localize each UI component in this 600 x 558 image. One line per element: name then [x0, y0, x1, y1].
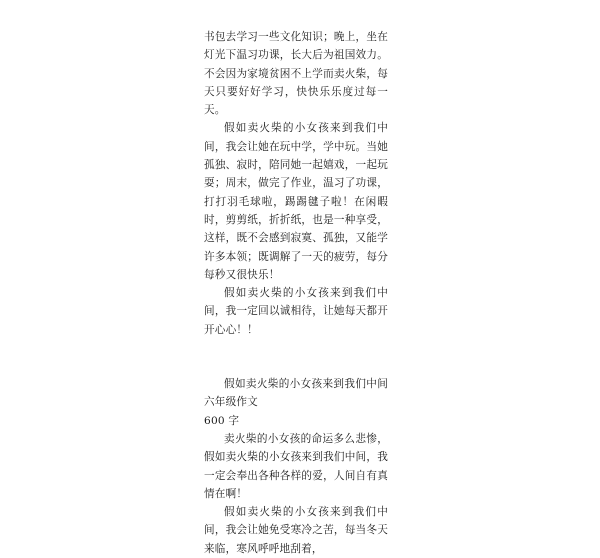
section-gap: [204, 339, 388, 375]
essay-title-wordcount: 600 字: [204, 414, 240, 427]
paragraph-4: 卖火柴的小女孩的命运多么悲惨，假如卖火柴的小女孩来到我们中间，我一定会奉出各种各样的爱，人间自有真情在啊！: [204, 432, 388, 500]
paragraph-2: 假如卖火柴的小女孩来到我们中间，我会让她在玩中学，学中玩。当她孤独、寂时，陪同她一起嬉戏，一起玩耍；周末，做完了作业，温习了功课，打打羽毛球啦，踢踢毽子啦！在闲暇时，剪剪纸，折折纸，也是一种享受，这样，既不会感到寂寞、孤独，又能学许多本领；既调解了一天的疲劳，每分每秒又很快乐！: [204, 122, 388, 281]
paragraph-3: 假如卖火柴的小女孩来到我们中间，我一定回以诚相待，让她每天都开开心心！！: [204, 287, 388, 336]
essay-title: 假如卖火柴的小女孩来到我们中间六年级作文: [204, 378, 388, 409]
paragraph-5: 假如卖火柴的小女孩来到我们中间，我会让她免受寒冷之苦，每当冬天来临，寒风呼呼地刮着，: [204, 506, 388, 555]
paragraph-1: 书包去学习一些文化知识；晚上，坐在灯光下温习功课，长大后为祖国效力。不会因为家境贫困不上学而卖火柴，每天只要好好学习，快快乐乐度过每一天。: [204, 31, 388, 117]
document-page: [204, 28, 388, 558]
